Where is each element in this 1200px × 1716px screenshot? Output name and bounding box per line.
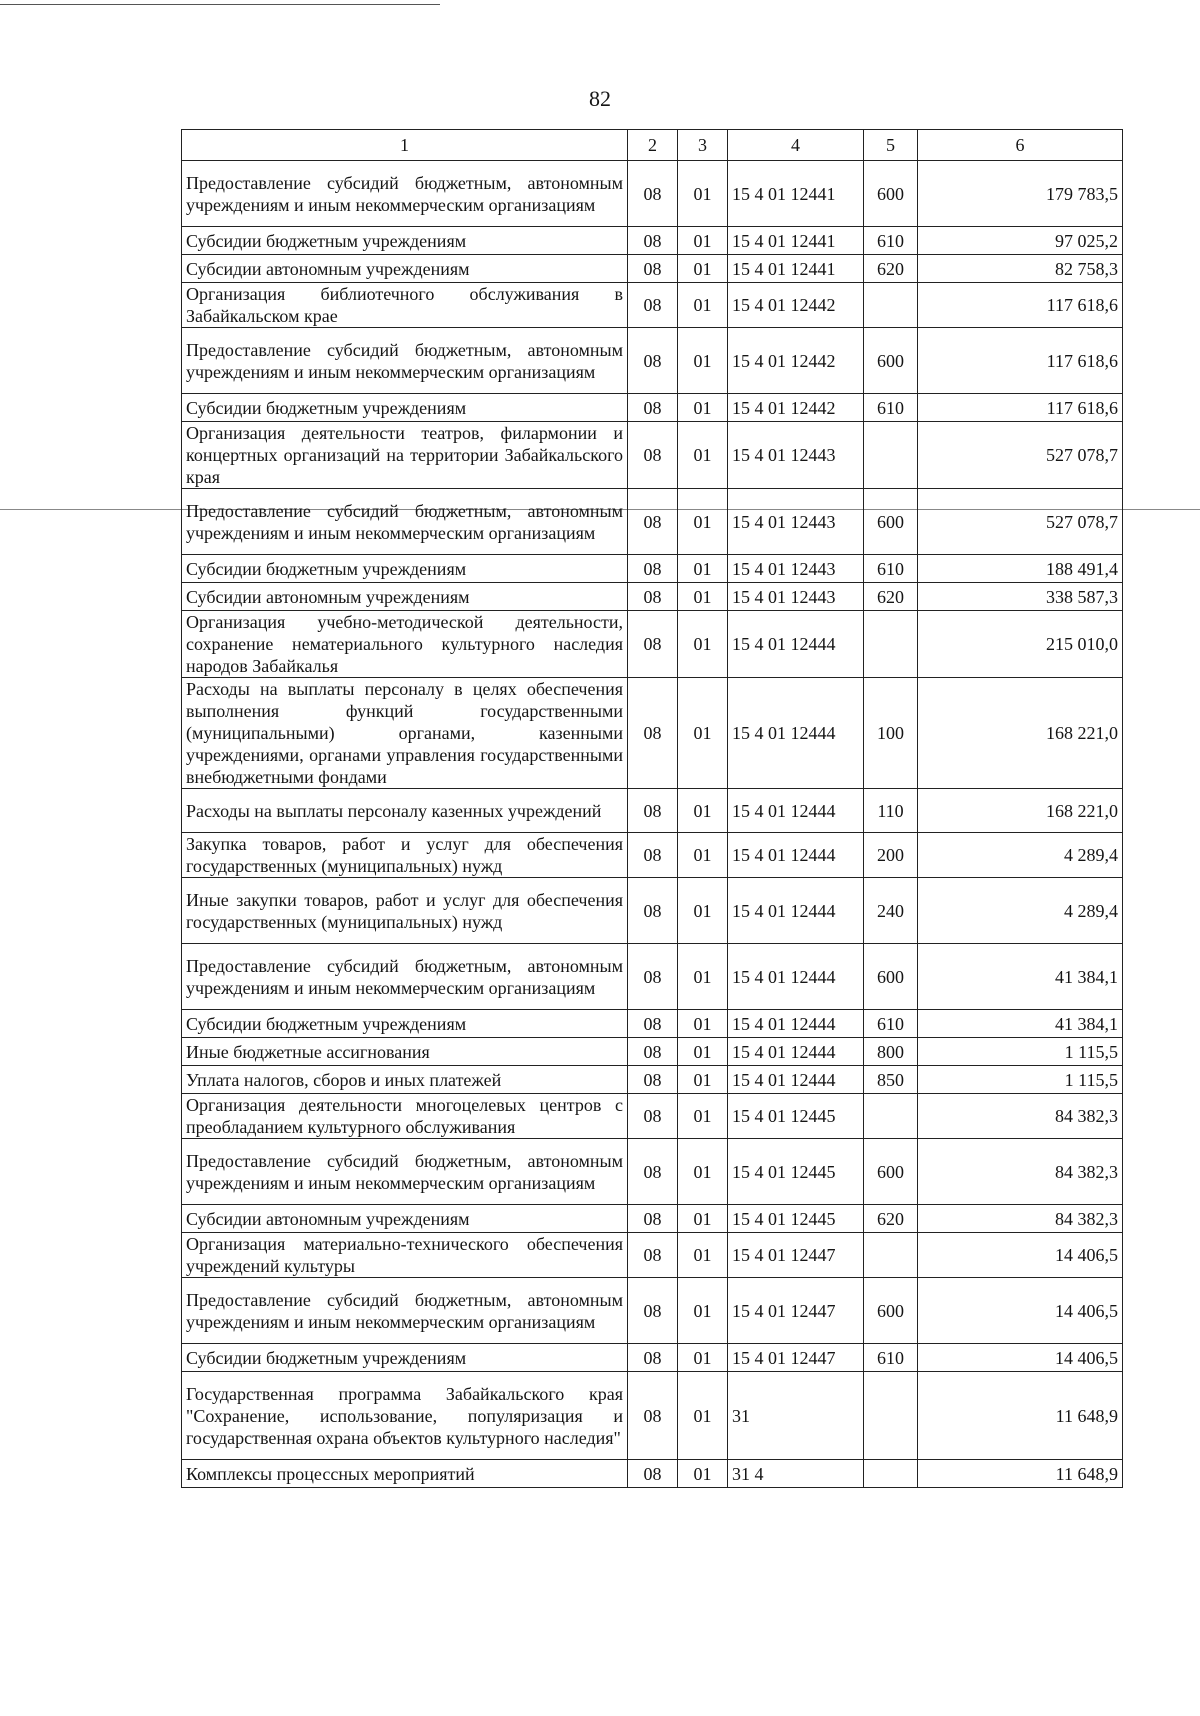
expense-type-cell: 850 (864, 1066, 918, 1094)
table-row (182, 1094, 1123, 1139)
table-row (182, 1205, 1123, 1233)
section-cell: 08 (628, 1094, 678, 1139)
target-article-cell: 15 4 01 12443 (728, 555, 864, 583)
expense-type-cell: 240 (864, 878, 918, 944)
target-article-cell: 15 4 01 12444 (728, 1066, 864, 1094)
target-article-cell: 15 4 01 12447 (728, 1233, 864, 1278)
section-cell: 08 (628, 944, 678, 1010)
section-cell: 08 (628, 255, 678, 283)
table-row (182, 944, 1123, 1010)
page-number: 82 (589, 86, 611, 111)
table-row (182, 1372, 1123, 1460)
target-article-cell: 15 4 01 12445 (728, 1094, 864, 1139)
section-cell: 08 (628, 161, 678, 227)
row-name-cell: Субсидии бюджетным учреждениям (182, 1344, 628, 1372)
section-cell: 08 (628, 283, 678, 328)
section-cell: 08 (628, 1038, 678, 1066)
amount-cell: 14 406,5 (918, 1344, 1123, 1372)
target-article-cell: 15 4 01 12443 (728, 422, 864, 489)
row-name-cell: Организация учебно-методической деятельности, сохранение нематериального культурного наследия народов Забайкалья (182, 611, 628, 678)
section-cell: 08 (628, 1278, 678, 1344)
subsection-cell: 01 (678, 1139, 728, 1205)
amount-cell: 1 115,5 (918, 1066, 1123, 1094)
row-name-cell: Субсидии бюджетным учреждениям (182, 394, 628, 422)
subsection-cell: 01 (678, 255, 728, 283)
section-cell: 08 (628, 394, 678, 422)
subsection-cell: 01 (678, 1233, 728, 1278)
subsection-cell: 01 (678, 394, 728, 422)
section-cell: 08 (628, 555, 678, 583)
column-header: 5 (864, 130, 918, 161)
row-name-cell: Государственная программа Забайкальского края "Сохранение, использование, популяризация и государственная охрана объектов культурного наследия" (182, 1372, 628, 1460)
target-article-cell: 15 4 01 12444 (728, 833, 864, 878)
expense-type-cell: 600 (864, 161, 918, 227)
subsection-cell: 01 (678, 1460, 728, 1488)
table-row (182, 1139, 1123, 1205)
target-article-cell: 15 4 01 12441 (728, 161, 864, 227)
target-article-cell: 15 4 01 12444 (728, 1010, 864, 1038)
amount-cell: 14 406,5 (918, 1278, 1123, 1344)
amount-cell: 41 384,1 (918, 1010, 1123, 1038)
table-row (182, 489, 1123, 555)
target-article-cell: 15 4 01 12442 (728, 394, 864, 422)
subsection-cell: 01 (678, 1066, 728, 1094)
expense-type-cell: 610 (864, 555, 918, 583)
expense-type-cell: 620 (864, 255, 918, 283)
target-article-cell: 15 4 01 12445 (728, 1139, 864, 1205)
row-name-cell: Расходы на выплаты персоналу в целях обеспечения выполнения функций государственными (муниципальными) органами, казенными учреждениями, органами управления государственными внебюджетными фондами (182, 678, 628, 789)
expense-type-cell: 610 (864, 1344, 918, 1372)
table-row (182, 1460, 1123, 1488)
amount-cell: 117 618,6 (918, 394, 1123, 422)
expense-type-cell (864, 1372, 918, 1460)
expense-type-cell: 620 (864, 1205, 918, 1233)
section-cell: 08 (628, 789, 678, 833)
subsection-cell: 01 (678, 944, 728, 1010)
expense-type-cell: 610 (864, 394, 918, 422)
target-article-cell: 15 4 01 12443 (728, 489, 864, 555)
amount-cell: 527 078,7 (918, 489, 1123, 555)
row-name-cell: Предоставление субсидий бюджетным, автономным учреждениям и иным некоммерческим организациям (182, 489, 628, 555)
target-article-cell: 15 4 01 12444 (728, 878, 864, 944)
expense-type-cell: 610 (864, 227, 918, 255)
amount-cell: 168 221,0 (918, 678, 1123, 789)
row-name-cell: Комплексы процессных мероприятий (182, 1460, 628, 1488)
table-row (182, 394, 1123, 422)
expense-type-cell (864, 1460, 918, 1488)
amount-cell: 215 010,0 (918, 611, 1123, 678)
column-header: 6 (918, 130, 1123, 161)
row-name-cell: Организация библиотечного обслуживания в Забайкальском крае (182, 283, 628, 328)
row-name-cell: Предоставление субсидий бюджетным, автономным учреждениям и иным некоммерческим организациям (182, 328, 628, 394)
row-name-cell: Субсидии бюджетным учреждениям (182, 555, 628, 583)
subsection-cell: 01 (678, 489, 728, 555)
target-article-cell: 15 4 01 12442 (728, 283, 864, 328)
row-name-cell: Предоставление субсидий бюджетным, автономным учреждениям и иным некоммерческим организациям (182, 1278, 628, 1344)
section-cell: 08 (628, 328, 678, 394)
section-cell: 08 (628, 1066, 678, 1094)
expense-type-cell: 620 (864, 583, 918, 611)
row-name-cell: Субсидии бюджетным учреждениям (182, 227, 628, 255)
column-header: 3 (678, 130, 728, 161)
subsection-cell: 01 (678, 283, 728, 328)
amount-cell: 82 758,3 (918, 255, 1123, 283)
section-cell: 08 (628, 878, 678, 944)
expense-type-cell (864, 1094, 918, 1139)
subsection-cell: 01 (678, 555, 728, 583)
table-row (182, 833, 1123, 878)
amount-cell: 11 648,9 (918, 1372, 1123, 1460)
subsection-cell: 01 (678, 227, 728, 255)
target-article-cell: 31 4 (728, 1460, 864, 1488)
subsection-cell: 01 (678, 328, 728, 394)
table-row (182, 1278, 1123, 1344)
expense-type-cell: 600 (864, 944, 918, 1010)
row-name-cell: Предоставление субсидий бюджетным, автономным учреждениям и иным некоммерческим организациям (182, 161, 628, 227)
table-row (182, 678, 1123, 789)
section-cell: 08 (628, 1010, 678, 1038)
subsection-cell: 01 (678, 1278, 728, 1344)
scan-artifact-line (0, 4, 440, 5)
amount-cell: 338 587,3 (918, 583, 1123, 611)
table-row (182, 555, 1123, 583)
table-row (182, 878, 1123, 944)
section-cell: 08 (628, 1205, 678, 1233)
section-cell: 08 (628, 1372, 678, 1460)
row-name-cell: Субсидии автономным учреждениям (182, 583, 628, 611)
expense-type-cell (864, 611, 918, 678)
expense-type-cell: 110 (864, 789, 918, 833)
table-row (182, 328, 1123, 394)
table-header-row (182, 130, 1123, 161)
row-name-cell: Расходы на выплаты персоналу казенных учреждений (182, 789, 628, 833)
row-name-cell: Иные закупки товаров, работ и услуг для обеспечения государственных (муниципальных) нужд (182, 878, 628, 944)
subsection-cell: 01 (678, 1010, 728, 1038)
section-cell: 08 (628, 1233, 678, 1278)
amount-cell: 84 382,3 (918, 1139, 1123, 1205)
target-article-cell: 15 4 01 12445 (728, 1205, 864, 1233)
section-cell: 08 (628, 583, 678, 611)
expense-type-cell (864, 283, 918, 328)
section-cell: 08 (628, 833, 678, 878)
expense-type-cell: 800 (864, 1038, 918, 1066)
budget-table (181, 129, 1123, 1488)
table-row (182, 1066, 1123, 1094)
table-row (182, 255, 1123, 283)
subsection-cell: 01 (678, 878, 728, 944)
expense-type-cell: 600 (864, 489, 918, 555)
amount-cell: 11 648,9 (918, 1460, 1123, 1488)
column-header: 2 (628, 130, 678, 161)
amount-cell: 117 618,6 (918, 328, 1123, 394)
subsection-cell: 01 (678, 1205, 728, 1233)
subsection-cell: 01 (678, 1038, 728, 1066)
amount-cell: 14 406,5 (918, 1233, 1123, 1278)
amount-cell: 97 025,2 (918, 227, 1123, 255)
table-row (182, 283, 1123, 328)
expense-type-cell: 600 (864, 328, 918, 394)
table-row (182, 789, 1123, 833)
row-name-cell: Субсидии автономным учреждениям (182, 255, 628, 283)
row-name-cell: Иные бюджетные ассигнования (182, 1038, 628, 1066)
table-row (182, 611, 1123, 678)
amount-cell: 41 384,1 (918, 944, 1123, 1010)
section-cell: 08 (628, 1460, 678, 1488)
row-name-cell: Уплата налогов, сборов и иных платежей (182, 1066, 628, 1094)
subsection-cell: 01 (678, 1094, 728, 1139)
expense-type-cell: 600 (864, 1278, 918, 1344)
amount-cell: 4 289,4 (918, 878, 1123, 944)
expense-type-cell: 600 (864, 1139, 918, 1205)
section-cell: 08 (628, 678, 678, 789)
subsection-cell: 01 (678, 678, 728, 789)
subsection-cell: 01 (678, 161, 728, 227)
expense-type-cell (864, 1233, 918, 1278)
amount-cell: 84 382,3 (918, 1094, 1123, 1139)
target-article-cell: 15 4 01 12442 (728, 328, 864, 394)
section-cell: 08 (628, 227, 678, 255)
table-row (182, 1010, 1123, 1038)
target-article-cell: 15 4 01 12444 (728, 1038, 864, 1066)
amount-cell: 188 491,4 (918, 555, 1123, 583)
target-article-cell: 15 4 01 12441 (728, 227, 864, 255)
subsection-cell: 01 (678, 611, 728, 678)
expense-type-cell: 100 (864, 678, 918, 789)
row-name-cell: Организация материально-технического обеспечения учреждений культуры (182, 1233, 628, 1278)
target-article-cell: 15 4 01 12444 (728, 789, 864, 833)
subsection-cell: 01 (678, 789, 728, 833)
table-row (182, 583, 1123, 611)
amount-cell: 527 078,7 (918, 422, 1123, 489)
target-article-cell: 15 4 01 12447 (728, 1344, 864, 1372)
section-cell: 08 (628, 489, 678, 555)
expense-type-cell: 610 (864, 1010, 918, 1038)
amount-cell: 168 221,0 (918, 789, 1123, 833)
subsection-cell: 01 (678, 1372, 728, 1460)
amount-cell: 179 783,5 (918, 161, 1123, 227)
target-article-cell: 15 4 01 12443 (728, 583, 864, 611)
amount-cell: 1 115,5 (918, 1038, 1123, 1066)
amount-cell: 117 618,6 (918, 283, 1123, 328)
row-name-cell: Предоставление субсидий бюджетным, автономным учреждениям и иным некоммерческим организациям (182, 944, 628, 1010)
row-name-cell: Организация деятельности многоцелевых центров с преобладанием культурного обслуживания (182, 1094, 628, 1139)
table-row (182, 1344, 1123, 1372)
section-cell: 08 (628, 422, 678, 489)
row-name-cell: Субсидии автономным учреждениям (182, 1205, 628, 1233)
target-article-cell: 31 (728, 1372, 864, 1460)
column-header: 4 (728, 130, 864, 161)
subsection-cell: 01 (678, 1344, 728, 1372)
target-article-cell: 15 4 01 12441 (728, 255, 864, 283)
table-row (182, 1038, 1123, 1066)
row-name-cell: Закупка товаров, работ и услуг для обеспечения государственных (муниципальных) нужд (182, 833, 628, 878)
subsection-cell: 01 (678, 422, 728, 489)
row-name-cell: Предоставление субсидий бюджетным, автономным учреждениям и иным некоммерческим организациям (182, 1139, 628, 1205)
target-article-cell: 15 4 01 12444 (728, 944, 864, 1010)
target-article-cell: 15 4 01 12447 (728, 1278, 864, 1344)
subsection-cell: 01 (678, 583, 728, 611)
target-article-cell: 15 4 01 12444 (728, 678, 864, 789)
amount-cell: 84 382,3 (918, 1205, 1123, 1233)
row-name-cell: Субсидии бюджетным учреждениям (182, 1010, 628, 1038)
amount-cell: 4 289,4 (918, 833, 1123, 878)
table-row (182, 422, 1123, 489)
target-article-cell: 15 4 01 12444 (728, 611, 864, 678)
expense-type-cell (864, 422, 918, 489)
table-row (182, 1233, 1123, 1278)
table-row (182, 161, 1123, 227)
subsection-cell: 01 (678, 833, 728, 878)
section-cell: 08 (628, 1344, 678, 1372)
expense-type-cell: 200 (864, 833, 918, 878)
row-name-cell: Организация деятельности театров, филармонии и концертных организаций на территории Забайкальского края (182, 422, 628, 489)
section-cell: 08 (628, 611, 678, 678)
section-cell: 08 (628, 1139, 678, 1205)
column-header: 1 (182, 130, 628, 161)
table-row (182, 227, 1123, 255)
